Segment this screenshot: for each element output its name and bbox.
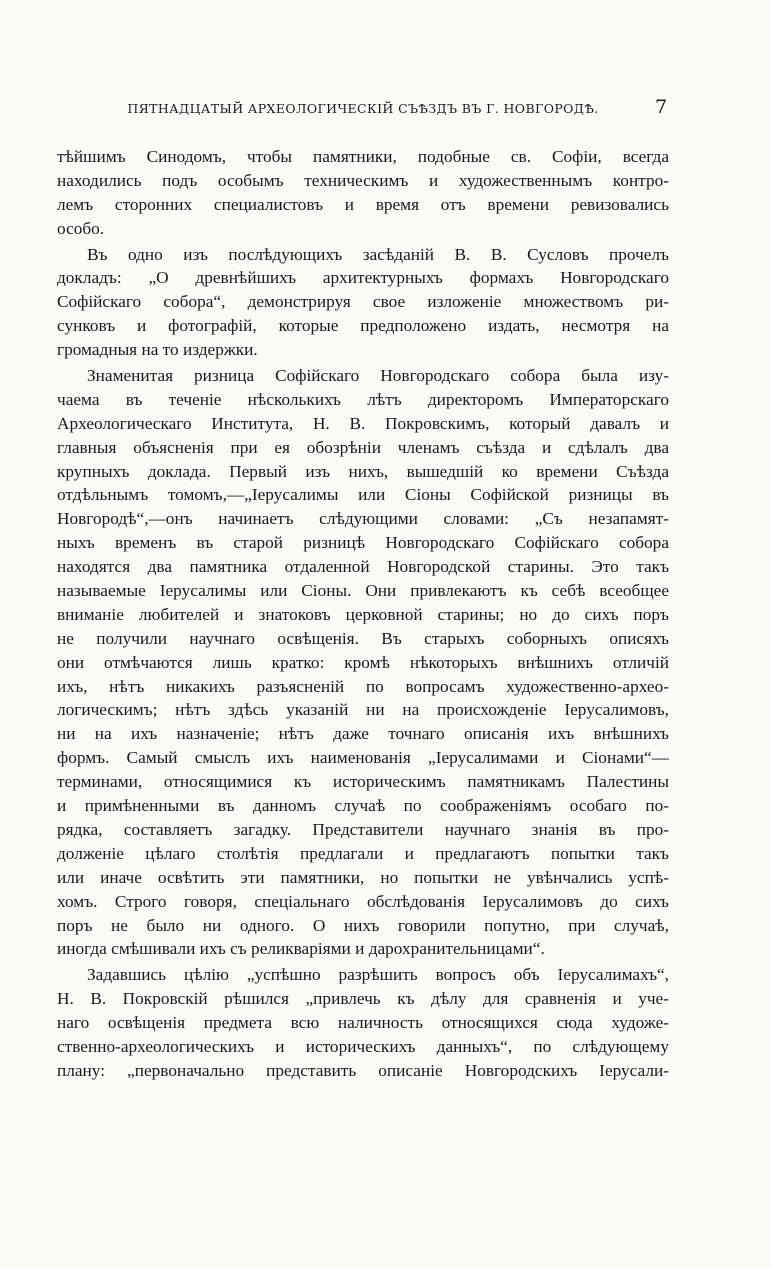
text-line: главныя объясненія при ея обозрѣніи членамъ съѣзда и сдѣлалъ два <box>57 437 669 457</box>
text-line: крупныхъ доклада. Первый изъ нихъ, вышедшій ко времени Съѣзда <box>57 461 669 481</box>
text-line: Задавшись цѣлію „успѣшно разрѣшить вопросъ объ Іерусалимахъ“, <box>87 965 669 985</box>
text-line: формъ. Самый смыслъ ихъ наименованія „Іерусалимами и Сіонами“— <box>57 748 669 768</box>
text-line: чаема въ теченіе нѣсколькихъ лѣтъ директоромъ Императорскаго <box>57 389 669 409</box>
text-line: тѣйшимъ Синодомъ, чтобы памятники, подобные св. Софіи, всегда <box>57 147 669 166</box>
text-line: ни на ихъ назначеніе; нѣтъ даже точнаго описанія ихъ внѣшнихъ <box>57 724 669 744</box>
text-line: терминами, относящимися къ историческимъ памятникамъ Палестины <box>57 772 669 792</box>
text-line: хомъ. Строго говоря, спеціальнаго обслѣдованія Іерусалимовъ до сихъ <box>57 891 669 911</box>
text-line: ныхъ временъ въ старой ризницѣ Новгородскаго Софійскаго собора <box>57 533 669 553</box>
text-line: они отмѣчаются лишь кратко: кромѣ нѣкоторыхъ внѣшнихъ отличій <box>57 652 669 672</box>
text-line: ихъ, нѣтъ никакихъ разъясненій по вопросамъ художественно-археo- <box>57 676 669 696</box>
text-line: Н. В. Покровскій рѣшился „привлечь къ дѣлу для сравненія и уче- <box>57 989 669 1009</box>
text-line: отдѣльнымъ томомъ,—„Іерусалимы или Сіоны Софійской ризницы въ <box>57 485 669 505</box>
text-line: громадныя на то издержки. <box>57 340 258 360</box>
text-line: находились подъ особымъ техническимъ и художественнымъ контро- <box>57 170 669 190</box>
text-line: находятся два памятника отдаленной Новгородской старины. Это такъ <box>57 557 669 577</box>
text-line: поръ не было ни одного. О нихъ говорили попутно, при случаѣ, <box>57 915 669 935</box>
text-line: плану: „первоначально представить описаніе Новгородскихъ Іерусали- <box>57 1060 669 1080</box>
text-line: логическимъ; нѣтъ здѣсь указаній ни на происхожденіе Іерусалимовъ, <box>57 700 669 720</box>
text-line: долженіе цѣлаго столѣтія предлагали и предлагаютъ попытки такъ <box>57 843 669 863</box>
text-line: Знаменитая ризница Софійскаго Новгородскаго собора была изу- <box>87 366 669 386</box>
paragraph-3 <box>57 364 669 961</box>
text-line: Новгородѣ“,—онъ начинаетъ слѣдующими словами: „Съ незапамят- <box>57 509 669 529</box>
text-line: Въ одно изъ послѣдующихъ засѣданій В. В. Сусловъ прочелъ <box>87 244 669 264</box>
paragraph-4 <box>57 963 669 1082</box>
text-line: ственно-археологическихъ и историческихъ данныхъ“, по слѣдующему <box>57 1036 669 1056</box>
text-line: Археологическаго Института, Н. В. Покровскимъ, который давалъ и <box>57 413 669 433</box>
text-line: не получили научнаго освѣщенія. Въ старыхъ соборныхъ описяхъ <box>57 628 669 648</box>
text-line: рядка, составляетъ загадку. Представители научнаго знанія въ про- <box>57 819 669 839</box>
paragraph-1 <box>57 145 669 241</box>
paragraph-2 <box>57 243 669 362</box>
running-head: ПЯТНАДЦАТЫЙ АРХЕОЛОГИЧЕСКІЙ СЪѢЗДЪ ВЪ Г. НОВГОРОДѢ. <box>127 101 599 116</box>
text-line: называемые Іерусалимы или Сіоны. Они привлекаютъ къ себѣ всеобщее <box>57 581 669 601</box>
text-line: Софійскаго собора“, демонстрируя свое изложеніе множествомъ ри- <box>57 292 669 312</box>
text-line: или иначе освѣтить эти памятники, но попытки не увѣнчались успѣ- <box>57 867 669 887</box>
page-number: 7 <box>655 96 668 118</box>
text-line: лемъ сторонних специалистовъ и время отъ времени ревизовались <box>57 194 669 214</box>
text-line: наго освѣщенія предмета всю наличность относящихся сюда художе- <box>57 1013 669 1033</box>
text-line: сунковъ и фотографій, которые предположено издать, несмотря на <box>57 316 669 336</box>
text-line: вниманіе любителей и знатоковъ церковной старины; но до сихъ поръ <box>57 604 669 624</box>
text-line: иногда смѣшивали ихъ съ реликваріями и дарохранительницами“. <box>57 939 545 959</box>
text-line: особо. <box>57 218 105 238</box>
text-line: докладъ: „О древнѣйшихъ архитектурныхъ формахъ Новгородскаго <box>57 268 669 288</box>
text-line: и примѣненными въ данномъ случаѣ по соображеніямъ особаго по- <box>57 796 669 816</box>
body-text <box>57 145 669 1083</box>
